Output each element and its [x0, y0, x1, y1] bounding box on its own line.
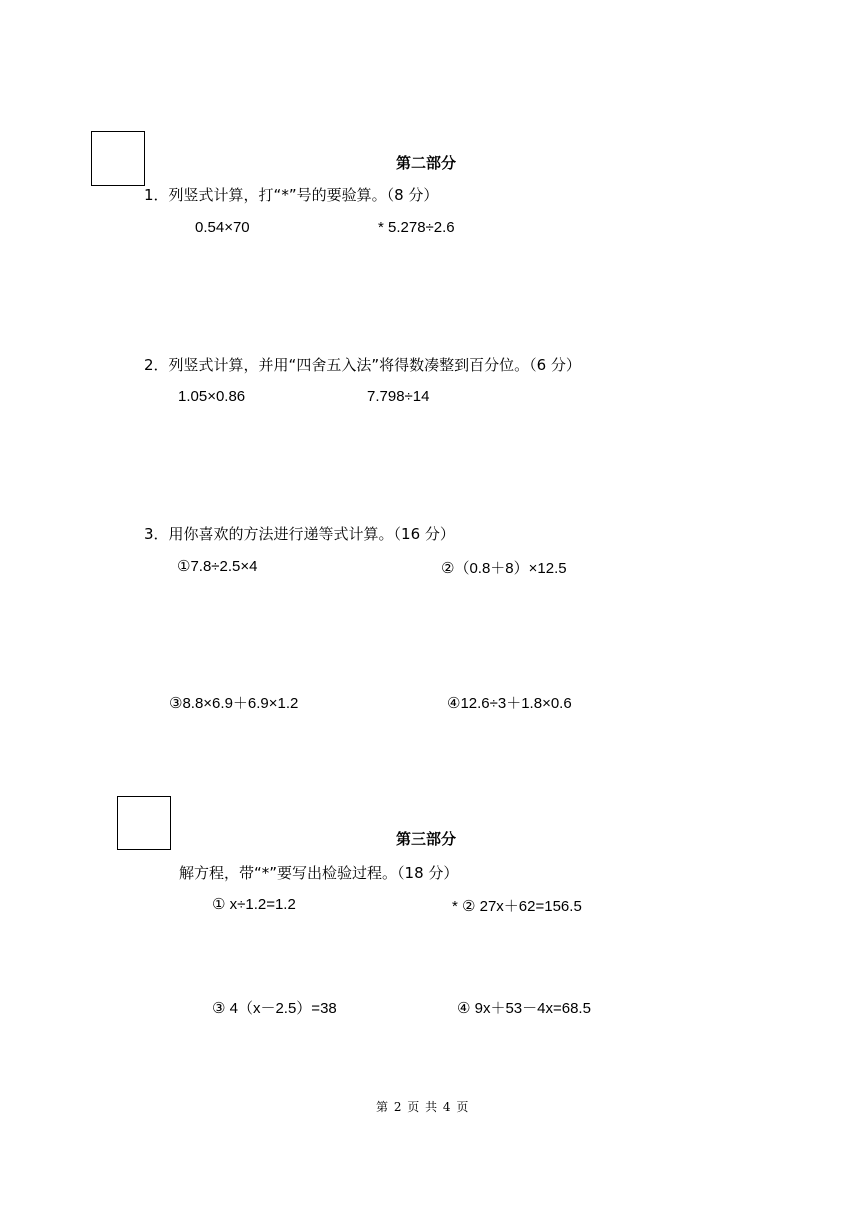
equation-2: * ② 27x＋62=156.5: [452, 898, 582, 915]
score-box-part3: [117, 796, 171, 850]
question-2-item-1: 1.05×0.86: [178, 388, 246, 405]
question-2-title: 2．列竖式计算，并用“四舍五入法”将得数凑整到百分位。（6 分）: [144, 356, 581, 374]
part3-instruction: 解方程，带“*”要写出检验过程。（18 分）: [179, 864, 459, 882]
question-3-item-4: ④12.6÷3＋1.8×0.6: [447, 695, 572, 712]
equation-4: ④ 9x＋53－4x=68.5: [457, 1000, 591, 1017]
question-1-item-2: * 5.278÷2.6: [378, 219, 455, 236]
equation-3: ③ 4（x－2.5）=38: [212, 1000, 337, 1017]
question-3-item-1: ①7.8÷2.5×4: [177, 558, 258, 575]
question-1-title: 1．列竖式计算，打“*”号的要验算。（8 分）: [144, 186, 439, 204]
score-box-part2: [91, 131, 145, 186]
question-3-item-3: ③8.8×6.9＋6.9×1.2: [169, 695, 299, 712]
part2-heading: 第二部分: [396, 154, 457, 172]
question-3-item-2: ②（0.8＋8）×12.5: [441, 560, 567, 577]
question-2-item-2: 7.798÷14: [367, 388, 430, 405]
page-footer: 第 2 页 共 4 页: [376, 1100, 470, 1114]
part3-heading: 第三部分: [396, 830, 457, 848]
equation-1: ① x÷1.2=1.2: [212, 896, 296, 913]
question-3-title: 3．用你喜欢的方法进行递等式计算。（16 分）: [144, 525, 455, 543]
question-1-item-1: 0.54×70: [195, 219, 250, 236]
